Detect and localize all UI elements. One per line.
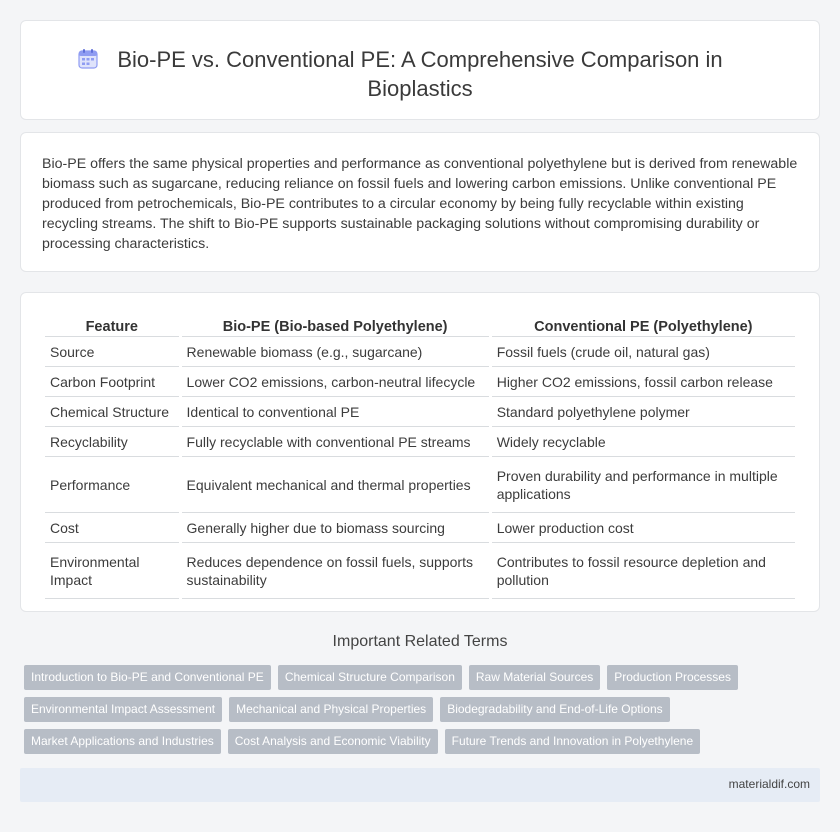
bio-pe-cell: Identical to conventional PE — [182, 397, 489, 427]
table-row — [45, 427, 795, 457]
conventional-pe-cell: Contributes to fossil resource depletion and pollution — [492, 543, 795, 599]
conventional-pe-cell: Higher CO2 emissions, fossil carbon release — [492, 367, 795, 397]
feature-cell: Recyclability — [45, 427, 179, 457]
related-terms-heading: Important Related Terms — [332, 633, 508, 650]
bio-pe-cell: Lower CO2 emissions, carbon-neutral lifecycle — [182, 367, 489, 397]
feature-cell: Performance — [45, 457, 179, 513]
feature-cell: Chemical Structure — [45, 397, 179, 427]
comparison-table — [42, 315, 798, 599]
bio-pe-cell: Fully recyclable with conventional PE streams — [182, 427, 489, 457]
related-tag[interactable]: Chemical Structure Comparison — [278, 665, 462, 690]
header-feature: Feature — [45, 315, 179, 337]
table-row — [45, 337, 795, 367]
header-bio-pe: Bio-PE (Bio-based Polyethylene) — [182, 315, 489, 337]
related-tags-row — [24, 697, 670, 722]
summary-card — [20, 132, 820, 272]
title-card — [20, 20, 820, 120]
comparison-table-card — [20, 292, 820, 612]
summary-paragraph: Bio-PE offers the same physical properties and performance as conventional polyethylene but is derived from renewable biomass such as sugarcane, reducing reliance on fossil fuels and lowering carbon emissions. Unlike conventional PE produced from petrochemicals, Bio-PE contributes to a circular economy by being fully recyclable within existing recycling streams. The shift to Bio-PE supports sustainable packaging solutions without compromising durability or processing characteristics. — [42, 156, 798, 252]
related-tag[interactable]: Future Trends and Innovation in Polyethylene — [445, 729, 701, 754]
table-row — [45, 513, 795, 543]
feature-cell: Carbon Footprint — [45, 367, 179, 397]
conventional-pe-cell: Standard polyethylene polymer — [492, 397, 795, 427]
related-tags-row — [24, 729, 700, 754]
table-header-row — [45, 315, 795, 337]
related-tag[interactable]: Raw Material Sources — [469, 665, 600, 690]
feature-cell: Environmental Impact — [45, 543, 179, 599]
related-tag[interactable]: Environmental Impact Assessment — [24, 697, 222, 722]
table-row — [45, 543, 795, 599]
related-tags-row — [24, 665, 738, 690]
conventional-pe-cell: Widely recyclable — [492, 427, 795, 457]
table-row — [45, 457, 795, 513]
table-row — [45, 367, 795, 397]
feature-cell: Cost — [45, 513, 179, 543]
bio-pe-cell: Equivalent mechanical and thermal properties — [182, 457, 489, 513]
footer-bar — [20, 768, 820, 802]
feature-cell: Source — [45, 337, 179, 367]
related-tag[interactable]: Introduction to Bio-PE and Conventional PE — [24, 665, 271, 690]
related-tag[interactable]: Market Applications and Industries — [24, 729, 221, 754]
footer-site-link[interactable]: materialdif.com — [728, 777, 810, 791]
related-tag[interactable]: Production Processes — [607, 665, 738, 690]
conventional-pe-cell: Fossil fuels (crude oil, natural gas) — [492, 337, 795, 367]
page-title: Bio-PE vs. Conventional PE: A Comprehensive Comparison in Bioplastics — [117, 47, 723, 101]
bio-pe-cell: Renewable biomass (e.g., sugarcane) — [182, 337, 489, 367]
related-tag[interactable]: Biodegradability and End-of-Life Options — [440, 697, 669, 722]
bio-pe-cell: Generally higher due to biomass sourcing — [182, 513, 489, 543]
bio-pe-cell: Reduces dependence on fossil fuels, supports sustainability — [182, 543, 489, 599]
related-tag[interactable]: Mechanical and Physical Properties — [229, 697, 433, 722]
table-row — [45, 397, 795, 427]
conventional-pe-cell: Proven durability and performance in multiple applications — [492, 457, 795, 513]
related-tag[interactable]: Cost Analysis and Economic Viability — [228, 729, 438, 754]
conventional-pe-cell: Lower production cost — [492, 513, 795, 543]
header-conventional-pe: Conventional PE (Polyethylene) — [492, 315, 795, 337]
